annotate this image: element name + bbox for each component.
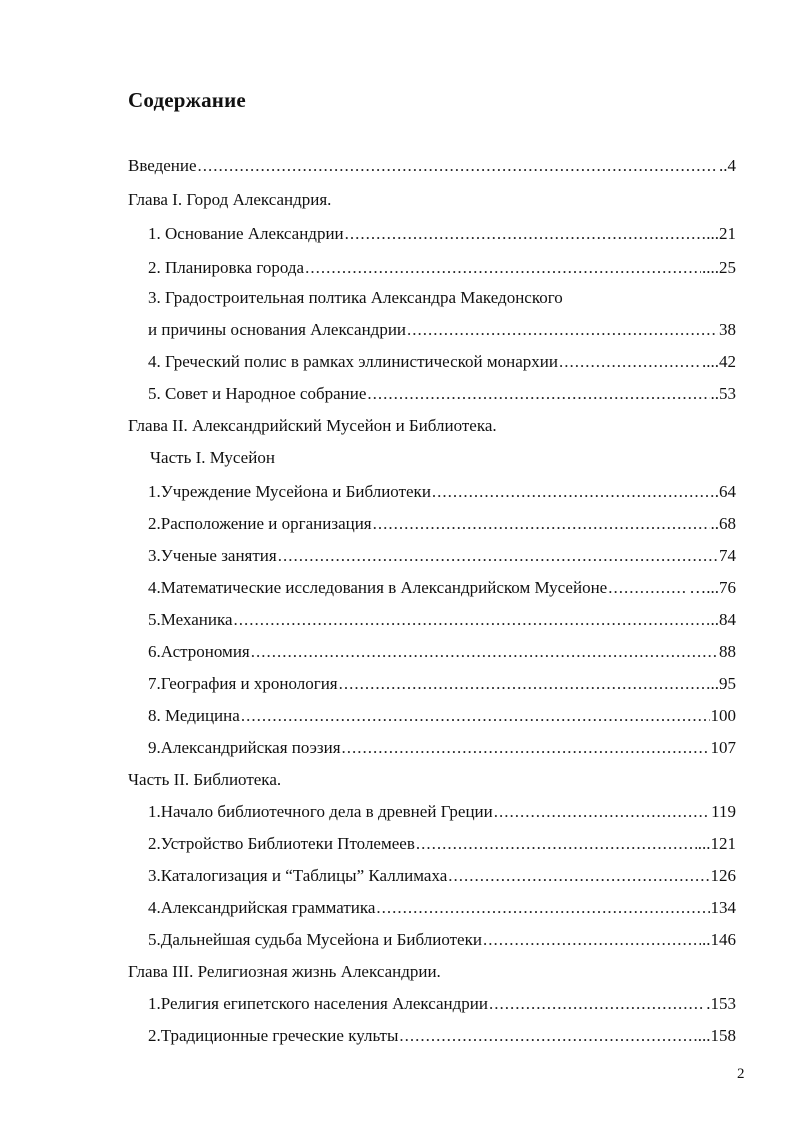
part-title: Часть II. Библиотека. bbox=[128, 770, 282, 789]
toc-entry-page: …...76 bbox=[689, 578, 736, 597]
toc-entry-number: 3. bbox=[148, 546, 161, 565]
toc-entry-label: Учреждение Мусейона и Библиотеки bbox=[160, 482, 431, 501]
dot-leader bbox=[489, 992, 705, 1016]
toc-entry-label: Дальнейшая судьба Мусейона и Библиотеки bbox=[160, 930, 482, 949]
dot-leader bbox=[494, 800, 710, 824]
toc-entry-label: 2. Планировка города bbox=[148, 258, 305, 277]
toc-entry-page: 38 bbox=[719, 320, 736, 339]
dot-leader bbox=[407, 318, 718, 342]
dot-leader bbox=[305, 256, 701, 280]
toc-entry-number: 2. bbox=[148, 834, 161, 853]
toc-entry-page: .153 bbox=[706, 994, 736, 1013]
toc-entry[interactable] bbox=[148, 928, 736, 952]
page-title: Содержание bbox=[128, 88, 246, 112]
toc-entry-label: Ученые занятия bbox=[160, 546, 277, 565]
dot-leader bbox=[416, 832, 697, 856]
dot-leader bbox=[251, 640, 718, 664]
toc-entry-number: 1. bbox=[148, 802, 161, 821]
toc-entry[interactable] bbox=[148, 736, 736, 760]
part-heading[interactable] bbox=[128, 768, 281, 792]
dot-leader bbox=[198, 154, 718, 178]
toc-entry[interactable] bbox=[148, 544, 736, 568]
toc-entry[interactable] bbox=[148, 512, 736, 536]
toc-entry[interactable] bbox=[148, 800, 736, 824]
dot-leader bbox=[367, 382, 709, 406]
toc-entry-page: .64 bbox=[714, 482, 736, 501]
toc-entry-number: 5. bbox=[148, 930, 161, 949]
toc-entry-label: Математические исследования в Александрийском Мусейоне bbox=[160, 578, 608, 597]
toc-entry[interactable] bbox=[148, 704, 736, 728]
toc-entry-page: ..68 bbox=[710, 514, 736, 533]
toc-entry-page: 88 bbox=[719, 642, 736, 661]
toc-entry-page: 100 bbox=[710, 706, 736, 725]
toc-entry-page: ..84 bbox=[710, 610, 736, 629]
toc-entry-label: Астрономия bbox=[160, 642, 250, 661]
toc-entry[interactable] bbox=[148, 256, 736, 280]
toc-entry-page: ...158 bbox=[697, 1026, 736, 1045]
toc-entry[interactable] bbox=[148, 992, 736, 1016]
toc-entry-page: ..95 bbox=[710, 674, 736, 693]
toc-entry[interactable] bbox=[148, 608, 736, 632]
toc-entry-page: 74 bbox=[719, 546, 736, 565]
toc-entry-label: 4. Греческий полис в рамках эллинистической монархии bbox=[148, 352, 559, 371]
toc-entry-label: Религия египетского населения Александрии bbox=[160, 994, 488, 1013]
toc-entry-number: 6. bbox=[148, 642, 161, 661]
toc-entry-number: 1. bbox=[148, 994, 161, 1013]
toc-entry-page: ...21 bbox=[706, 224, 736, 243]
dot-leader bbox=[234, 608, 710, 632]
toc-entry-page: 126 bbox=[710, 866, 736, 885]
toc-entry-number: 9. bbox=[148, 738, 161, 757]
toc-entry-page: 107 bbox=[710, 738, 736, 757]
chapter-heading[interactable] bbox=[128, 960, 441, 984]
toc-entry-number: 2. bbox=[148, 514, 161, 533]
dot-leader bbox=[608, 576, 688, 600]
toc-entry[interactable] bbox=[148, 672, 736, 696]
toc-entry-number: 3. bbox=[148, 866, 161, 885]
toc-entry-page: ....25 bbox=[702, 258, 736, 277]
toc-entry-number: 4. bbox=[148, 898, 161, 917]
toc-entry[interactable] bbox=[148, 382, 736, 406]
toc-entry[interactable] bbox=[148, 832, 736, 856]
toc-entry-label: Устройство Библиотеки Птолемеев bbox=[160, 834, 415, 853]
toc-entry-page: ....42 bbox=[702, 352, 736, 371]
toc-entry[interactable] bbox=[148, 896, 736, 920]
toc-entry[interactable] bbox=[148, 350, 736, 374]
toc-entry-label: 3. Градостроительная полтика Александра Македонского bbox=[148, 288, 563, 307]
dot-leader bbox=[278, 544, 718, 568]
toc-entry-label: География и хронология bbox=[160, 674, 338, 693]
toc-entry-label: Александрийская поэзия bbox=[160, 738, 341, 757]
dot-leader bbox=[483, 928, 701, 952]
toc-entry-label: 5. Совет и Народное собрание bbox=[148, 384, 367, 403]
toc-entry[interactable] bbox=[148, 576, 736, 600]
dot-leader bbox=[342, 736, 710, 760]
toc-entry-label: Введение bbox=[128, 156, 197, 175]
dot-leader bbox=[448, 864, 709, 888]
toc-entry-label: и причины основания Александрии bbox=[148, 320, 407, 339]
part-title: Часть I. Мусейон bbox=[150, 448, 275, 467]
toc-entry-label: Каталогизация и “Таблицы” Каллимаха bbox=[160, 866, 448, 885]
dot-leader bbox=[376, 896, 709, 920]
toc-entry-number: 8. bbox=[148, 706, 161, 725]
dot-leader bbox=[399, 1024, 696, 1048]
toc-entry-label: Традиционные греческие культы bbox=[160, 1026, 399, 1045]
dot-leader bbox=[241, 704, 710, 728]
toc-entry-page: ..53 bbox=[710, 384, 736, 403]
toc-entry[interactable] bbox=[148, 640, 736, 664]
toc-entry-label: Начало библиотечного дела в древней Греции bbox=[160, 802, 493, 821]
toc-entry-page: 119 bbox=[711, 802, 736, 821]
dot-leader bbox=[432, 480, 714, 504]
toc-entry[interactable] bbox=[148, 864, 736, 888]
part-heading[interactable] bbox=[150, 446, 275, 470]
toc-entry-page: ..146 bbox=[702, 930, 736, 949]
toc-entry-continuation[interactable] bbox=[148, 318, 736, 342]
toc-entry-number: 2. bbox=[148, 1026, 161, 1045]
toc-entry[interactable] bbox=[148, 222, 736, 246]
toc-entry-label: Медицина bbox=[160, 706, 240, 725]
toc-entry[interactable] bbox=[148, 480, 736, 504]
toc-entry-label: 1. Основание Александрии bbox=[148, 224, 344, 243]
chapter-heading[interactable] bbox=[128, 188, 331, 212]
toc-entry[interactable] bbox=[148, 286, 563, 310]
dot-leader bbox=[373, 512, 710, 536]
toc-entry-label: Расположение и организация bbox=[160, 514, 372, 533]
chapter-heading[interactable] bbox=[128, 414, 497, 438]
dot-leader bbox=[345, 222, 706, 246]
toc-entry-page: 134 bbox=[710, 898, 736, 917]
toc-entry-number: 4. bbox=[148, 578, 161, 597]
toc-entry-page: ...121 bbox=[697, 834, 736, 853]
chapter-title: Глава III. Религиозная жизнь Александрии. bbox=[128, 962, 441, 981]
toc-entry[interactable] bbox=[148, 1024, 736, 1048]
toc-entry-label: Механика bbox=[160, 610, 233, 629]
dot-leader bbox=[339, 672, 710, 696]
toc-entry-page: ..4 bbox=[719, 156, 736, 175]
chapter-title: Глава I. Город Александрия. bbox=[128, 190, 332, 209]
page-number: 2 bbox=[737, 1066, 745, 1082]
dot-leader bbox=[559, 350, 701, 374]
toc-entry-number: 5. bbox=[148, 610, 161, 629]
toc-entry-introduction[interactable] bbox=[128, 154, 736, 178]
toc-entry-label: Александрийская грамматика bbox=[160, 898, 376, 917]
chapter-title: Глава II. Александрийский Мусейон и Библиотека. bbox=[128, 416, 497, 435]
toc-entry-number: 1. bbox=[148, 482, 161, 501]
toc-entry-number: 7. bbox=[148, 674, 161, 693]
